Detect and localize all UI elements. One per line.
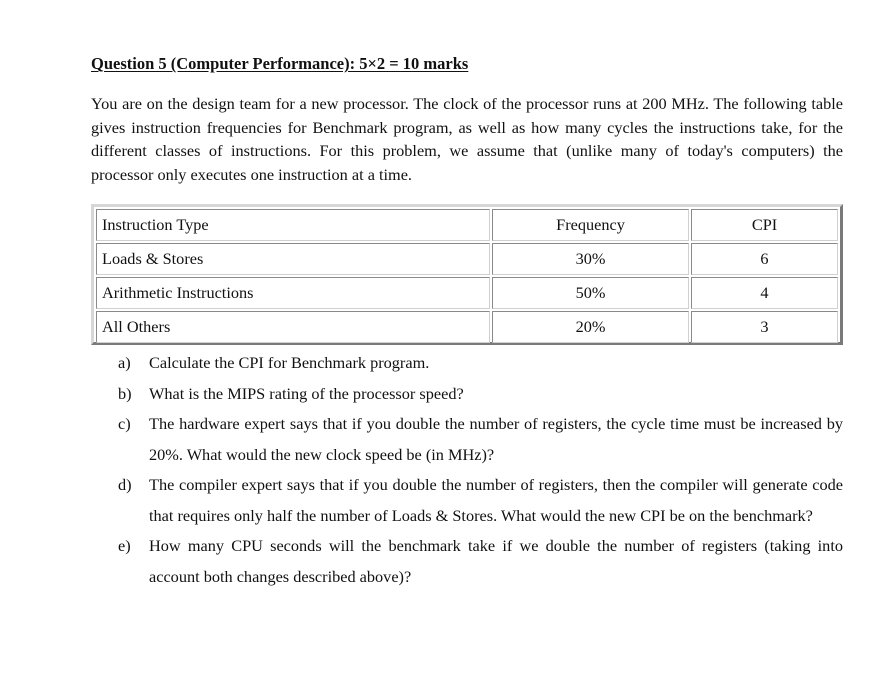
header-instruction-type: Instruction Type [96,209,490,241]
cpi-cell: 6 [691,243,838,275]
subquestion-list [91,348,843,592]
frequency-cell: 20% [492,311,689,343]
subquestion-text: The hardware expert says that if you double the number of registers, the cycle time must be increased by 20%. What would the new clock speed be (in MHz)? [149,414,843,464]
subquestion-text: What is the MIPS rating of the processor speed? [149,383,464,403]
subquestion-label: c) [118,414,131,433]
instruction-table [91,204,843,345]
subquestion-c [91,409,843,470]
cpi-cell: 3 [691,311,838,343]
subquestion-label: a) [118,353,131,372]
subquestion-a [91,348,843,379]
frequency-cell: 50% [492,277,689,309]
header-cpi: CPI [691,209,838,241]
table-row [96,311,838,343]
instruction-type-cell: Arithmetic Instructions [96,277,490,309]
table-row [96,277,838,309]
instruction-type-cell: Loads & Stores [96,243,490,275]
subquestion-b [91,379,843,410]
frequency-cell: 30% [492,243,689,275]
question-heading: Question 5 (Computer Performance): 5×2 = 10 marks [91,54,469,73]
subquestion-text: The compiler expert says that if you double the number of registers, then the compiler will generate code that requires only half the number of Loads & Stores. What would the new CPI be on the benchmark? [149,475,843,525]
subquestion-label: d) [118,475,132,494]
subquestion-text: Calculate the CPI for Benchmark program. [149,353,430,372]
question-intro: You are on the design team for a new processor. The clock of the processor runs at 200 MHz. The following table gives instruction frequencies for Benchmark program, as well as how many cycles the instructions take, for the different classes of instructions. For this problem, we assume that (unlike many of today's computers) the processor only executes one instruction at a time. [91,94,843,185]
cpi-cell: 4 [691,277,838,309]
header-frequency: Frequency [492,209,689,241]
subquestion-label: b) [118,383,132,403]
table-header-row [96,209,838,241]
subquestion-d [91,470,843,531]
subquestion-e [91,531,843,592]
instruction-type-cell: All Others [96,311,490,343]
subquestion-text: How many CPU seconds will the benchmark take if we double the number of registers (taking into account both changes described above)? [149,536,843,586]
subquestion-label: e) [118,536,131,555]
table-row [96,243,838,275]
